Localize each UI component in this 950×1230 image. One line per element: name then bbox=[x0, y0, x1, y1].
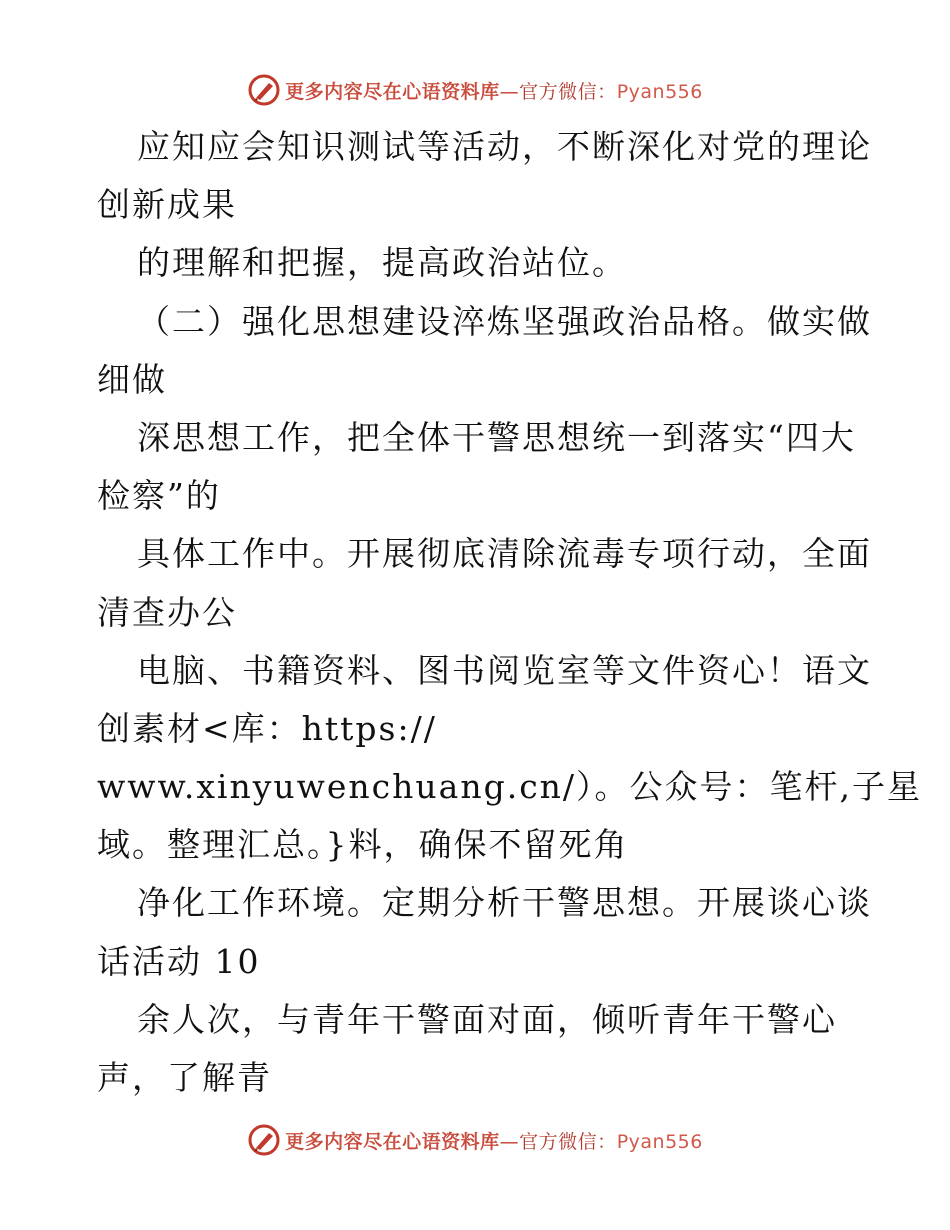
text-line: 创素材<库：https:// bbox=[97, 708, 437, 748]
text-line: 创新成果 bbox=[97, 185, 237, 225]
text-line: 的理解和把握，提高政治站位。 bbox=[137, 243, 627, 283]
text-line: 话活动 10 bbox=[97, 941, 261, 981]
text-line: 域。整理汇总。}料，确保不留死角 bbox=[97, 825, 629, 865]
footer-wechat-id: Pyan556 bbox=[616, 1130, 703, 1153]
pen-logo-icon bbox=[247, 1123, 281, 1157]
header-banner bbox=[0, 70, 950, 110]
text-line: 检察”的 bbox=[97, 476, 221, 516]
header-banner-text bbox=[285, 77, 703, 104]
text-line: 净化工作环境。定期分析干警思想。开展谈心谈 bbox=[137, 883, 872, 923]
footer-banner-text bbox=[285, 1127, 703, 1154]
header-brand: 更多内容尽在心语资料库 bbox=[285, 80, 500, 103]
text-line: 清查办公 bbox=[97, 592, 237, 632]
header-official: 官方微信： bbox=[519, 80, 617, 103]
footer-banner bbox=[0, 1120, 950, 1160]
text-line: 深思想工作，把全体干警思想统一到落实“四大 bbox=[137, 417, 856, 457]
header-wechat-id: Pyan556 bbox=[616, 80, 703, 103]
text-line: 细做 bbox=[97, 359, 167, 399]
text-line: 声，了解青 bbox=[97, 1058, 272, 1097]
header-separator: — bbox=[499, 80, 520, 103]
text-line: 电脑、书籍资料、图书阅览室等文件资心！语文 bbox=[137, 650, 872, 690]
document-body bbox=[97, 118, 923, 1107]
text-line: 具体工作中。开展彻底清除流毒专项行动，全面 bbox=[137, 534, 872, 574]
footer-official: 官方微信： bbox=[519, 1130, 617, 1153]
pen-logo-icon bbox=[247, 73, 281, 107]
footer-brand: 更多内容尽在心语资料库 bbox=[285, 1130, 500, 1153]
text-line: （二）强化思想建设淬炼坚强政治品格。做实做 bbox=[137, 301, 872, 341]
text-line: 余人次，与青年干警面对面，倾听青年干警心 bbox=[137, 999, 837, 1039]
text-line: www.xinyuwenchuang.cn/）。公众号：笔杆,子星 bbox=[97, 767, 923, 807]
text-line: 应知应会知识测试等活动，不断深化对党的理论 bbox=[137, 127, 872, 166]
footer-separator: — bbox=[499, 1130, 520, 1153]
